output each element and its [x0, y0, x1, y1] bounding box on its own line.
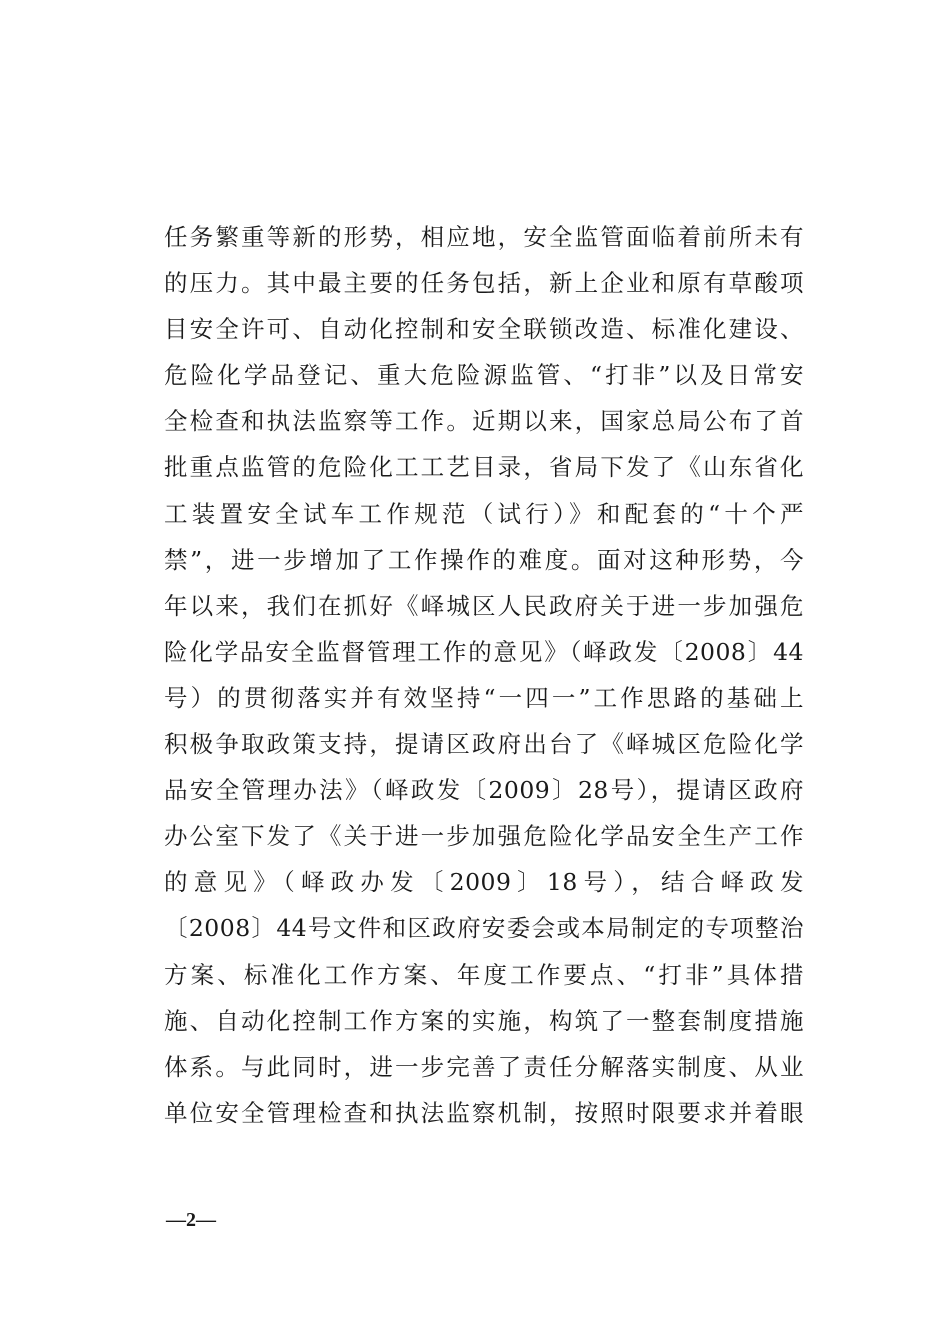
text-line: 办公室下发了《关于进一步加强危险化学品安全生产工作: [164, 822, 804, 851]
text-line: 危险化学品登记、重大危险源监管、“打非”以及日常安: [164, 361, 804, 390]
text-line: 品安全管理办法》（峄政发〔2009〕28号），提请区政府: [164, 776, 804, 805]
text-line: 的意见》（峄政办发〔2009〕18号），结合峄政发: [164, 868, 804, 897]
text-line: 工装置安全试车工作规范（试行）》和配套的“十个严: [164, 499, 804, 528]
text-line: 年以来，我们在抓好《峄城区人民政府关于进一步加强危: [164, 591, 804, 620]
text-line: 积极争取政策支持，提请区政府出台了《峄城区危险化学: [164, 730, 804, 759]
page-number: —2—: [166, 1209, 216, 1231]
text-line: 方案、标准化工作方案、年度工作要点、“打非”具体措: [164, 960, 804, 989]
text-line: 全检查和执法监察等工作。近期以来，国家总局公布了首: [164, 407, 804, 436]
text-line: 险化学品安全监督管理工作的意见》（峄政发〔2008〕44: [164, 637, 804, 666]
body-text: [164, 214, 804, 1136]
text-line: 号）的贯彻落实并有效坚持“一四一”工作思路的基础上: [164, 683, 804, 712]
text-line: 的压力。其中最主要的任务包括，新上企业和原有草酸项: [164, 269, 804, 298]
text-line: 体系。与此同时，进一步完善了责任分解落实制度、从业: [164, 1052, 804, 1081]
text-line: 施、自动化控制工作方案的实施，构筑了一整套制度措施: [164, 1006, 804, 1035]
text-line: 禁”，进一步增加了工作操作的难度。面对这种形势，今: [164, 545, 804, 574]
text-line: 单位安全管理检查和执法监察机制，按照时限要求并着眼: [164, 1098, 804, 1127]
text-line: 批重点监管的危险化工工艺目录，省局下发了《山东省化: [164, 453, 804, 482]
text-line: 任务繁重等新的形势，相应地，安全监管面临着前所未有: [164, 223, 804, 251]
text-line: 目安全许可、自动化控制和安全联锁改造、标准化建设、: [164, 315, 804, 344]
text-line: 〔2008〕44号文件和区政府安委会或本局制定的专项整治: [164, 914, 804, 943]
